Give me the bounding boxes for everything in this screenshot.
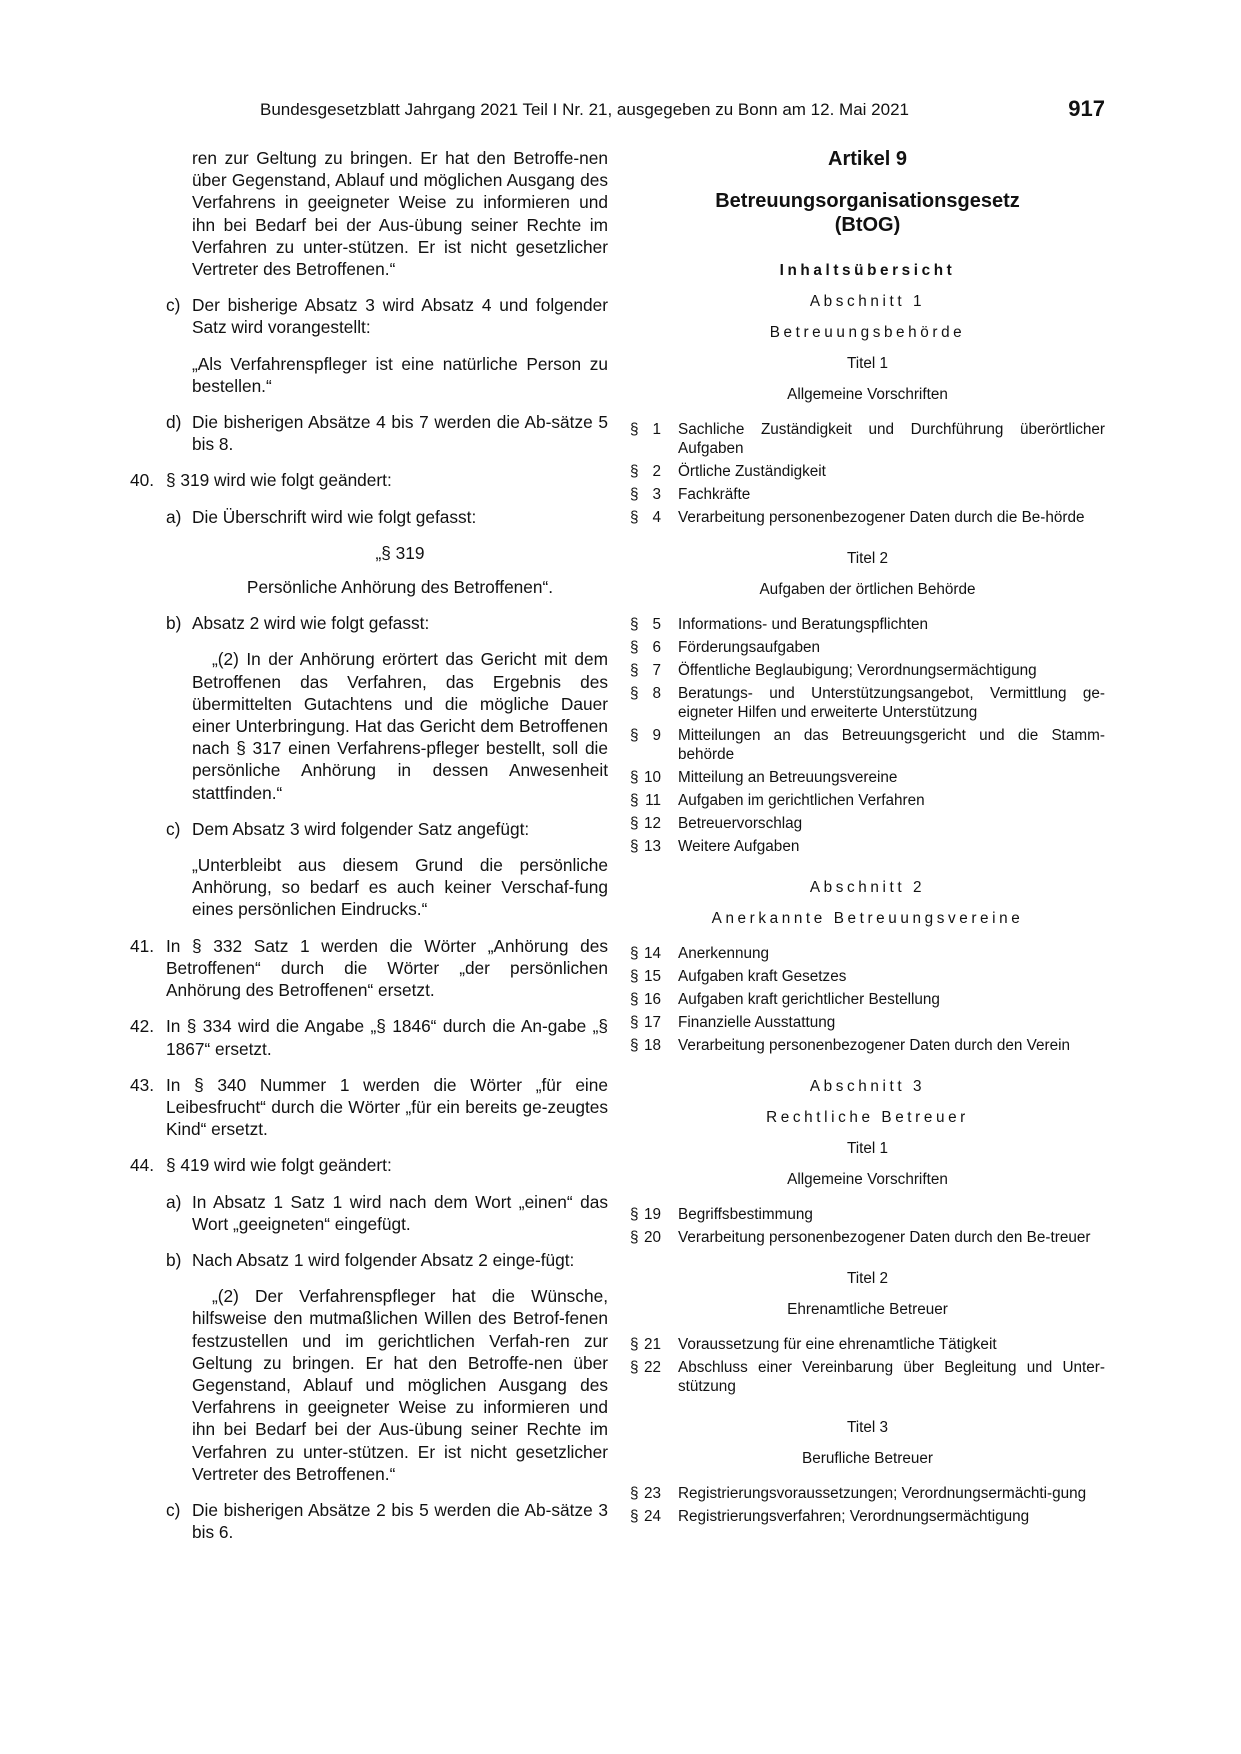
toc-entry-text: Finanzielle Ausstattung [678, 1014, 836, 1031]
toc-entry [630, 485, 1105, 504]
toc-entry-text: Sachliche Zuständigkeit und Durchführung überörtlicher Aufgaben [678, 421, 1105, 457]
toc-entry-text: Verarbeitung personenbezogener Daten durch den Be-treuer [678, 1229, 1091, 1246]
list-item [130, 935, 608, 1002]
paragraph-sign: § [630, 685, 639, 702]
item-number: 40. [130, 470, 155, 491]
list-item [130, 294, 608, 338]
toc-entry-text: Mitteilungen an das Betreuungsgericht und die Stamm-behörde [678, 727, 1105, 763]
paragraph-sign: § [630, 792, 639, 809]
toc-list [630, 420, 1105, 527]
list-item [130, 411, 608, 455]
toc-entry-text: Verarbeitung personenbezogener Daten durch die Be-hörde [678, 509, 1085, 526]
list-item [130, 818, 608, 840]
toc-list [630, 1484, 1105, 1526]
quote: „(2) In der Anhörung erörtert das Gericht mit dem Betroffenen das Verfahren, das Ergebnis des übermittelten Gutachtens und die mögliche Dauer einer Unterbringung. Hat das Gericht dem Betroffenen nach § 317 einen Verfahrens-pfleger bestellt, soll die persönliche Anhörung in dessen Anwesenheit stattfinden.“ [192, 649, 608, 803]
toc-entry [630, 508, 1105, 527]
toc-heading: Inhaltsübersicht [779, 262, 956, 279]
paragraph-sign: § [630, 991, 639, 1008]
item-text: § 419 wird wie folgt geändert: [166, 1155, 392, 1176]
item-label: b) [166, 1249, 182, 1270]
item-number: 44. [130, 1155, 155, 1176]
quote: „(2) Der Verfahrenspfleger hat die Wünsche, hilfsweise den mutmaßlichen Willen des Betrof-fenen festzustellen und im gerichtlichen Verfah-ren zur Geltung zu bringen. Er hat den Betroffe-nen über Gegenstand, Ablauf und möglichen Ausgang des Verfahrens in geeigneter Weise zu informieren und ihn bei Bedarf bei der Aus-übung seiner Rechte im Verfahren zu unter-stützen. Er ist nicht gesetzlicher Vertreter des Betroffenen.“ [192, 1286, 608, 1484]
list-item [130, 1499, 608, 1543]
section-number: 14 [643, 945, 661, 962]
section-number: 1 [652, 421, 661, 438]
item-text: Nach Absatz 1 wird folgender Absatz 2 einge-fügt: [192, 1249, 575, 1270]
right-column [630, 147, 1105, 1530]
quote: „Als Verfahrenspfleger ist eine natürliche Person zu bestellen.“ [192, 353, 608, 396]
list-item [130, 506, 608, 528]
toc-list [630, 1335, 1105, 1396]
item-text: Dem Absatz 3 wird folgender Satz angefügt: [192, 818, 530, 839]
item-number: 43. [130, 1074, 155, 1095]
section-number: 15 [643, 968, 661, 985]
toc-entry [630, 726, 1105, 764]
toc-entry-text: Begriffsbestimmung [678, 1206, 813, 1223]
paragraph: ren zur Geltung zu bringen. Er hat den Betroffe-nen über Gegenstand, Ablauf und möglichen Ausgang des Verfahrens in geeigneter Weise zu informieren und ihn bei Bedarf bei der Aus-übung seiner Rechte im Verfahren zu unter-stützen. Er ist nicht gesetzlicher Vertreter des Betroffenen.“ [192, 148, 608, 280]
quote-heading: Persönliche Anhörung des Betroffenen“. [246, 577, 554, 598]
quote: „Unterbleibt aus diesem Grund die persönliche Anhörung, so bedarf es auch keiner Verschaf-fung eines persönlichen Eindrucks.“ [192, 855, 608, 920]
paragraph-sign: § [630, 1206, 639, 1223]
quote-heading: „§ 319 [375, 542, 425, 563]
list-item [130, 1249, 608, 1271]
paragraph-sign: § [630, 1485, 639, 1502]
paragraph-sign: § [630, 727, 639, 744]
toc-entry [630, 1228, 1105, 1247]
item-text: In § 340 Nummer 1 werden die Wörter „für eine Leibesfrucht“ durch die Wörter „für ein bereits ge-zeugtes Kind“ ersetzt. [166, 1074, 608, 1140]
section-number: 9 [652, 727, 661, 744]
section-title: Betreuungsbehörde [769, 324, 966, 341]
item-label: b) [166, 613, 182, 634]
list-item [130, 1154, 608, 1176]
title-heading: Titel 2 [846, 550, 889, 567]
left-column [130, 147, 608, 1543]
title-name: Aufgaben der örtlichen Behörde [759, 581, 976, 598]
paragraph-sign: § [630, 616, 639, 633]
toc-entry [630, 615, 1105, 634]
section-heading: Abschnitt 2 [809, 879, 926, 896]
list-item [130, 612, 608, 634]
toc-entry-text: Informations- und Beratungspflichten [678, 616, 928, 633]
section-number: 4 [652, 509, 661, 526]
toc-entry [630, 661, 1105, 680]
section-number: 3 [652, 486, 661, 503]
toc-entry [630, 1205, 1105, 1224]
section-number: 5 [652, 616, 661, 633]
section-title: Anerkannte Betreuungsvereine [711, 910, 1024, 927]
title-heading: Titel 1 [846, 355, 889, 372]
section-number: 2 [652, 463, 661, 480]
section-number: 10 [643, 769, 661, 786]
toc-entry [630, 990, 1105, 1009]
toc-entry [630, 638, 1105, 657]
item-text: § 319 wird wie folgt geändert: [166, 470, 392, 491]
paragraph-sign: § [630, 486, 639, 503]
paragraph-sign: § [630, 1037, 639, 1054]
page-number: 917 [1068, 96, 1105, 121]
toc-entry-text: Weitere Aufgaben [678, 838, 800, 855]
toc-entry-text: Aufgaben kraft gerichtlicher Bestellung [678, 991, 940, 1008]
paragraph-sign: § [630, 968, 639, 985]
toc-entry [630, 1358, 1105, 1396]
paragraph-sign: § [630, 421, 639, 438]
toc-entry [630, 837, 1105, 856]
section-number: 6 [652, 639, 661, 656]
toc-entry-text: Öffentliche Beglaubigung; Verordnungsermächtigung [678, 662, 1037, 679]
section-heading: Abschnitt 1 [809, 293, 926, 310]
item-text: In § 332 Satz 1 werden die Wörter „Anhörung des Betroffenen“ durch die Wörter „der persönlichen Anhörung des Betroffenen“ ersetzt. [166, 935, 608, 1001]
paragraph-sign: § [630, 639, 639, 656]
section-number: 17 [643, 1014, 661, 1031]
toc-list [630, 615, 1105, 856]
item-text: Die bisherigen Absätze 4 bis 7 werden die Ab-sätze 5 bis 8. [192, 412, 608, 455]
section-heading: Abschnitt 3 [809, 1078, 926, 1095]
paragraph-sign: § [630, 769, 639, 786]
title-name: Allgemeine Vorschriften [787, 386, 948, 403]
section-number: 12 [643, 815, 661, 832]
title-heading: Titel 2 [846, 1270, 889, 1287]
item-label: d) [166, 412, 182, 433]
title-heading: Titel 1 [846, 1140, 889, 1157]
paragraph-sign: § [630, 463, 639, 480]
item-label: a) [166, 1191, 182, 1212]
toc-entry [630, 967, 1105, 986]
section-title: Rechtliche Betreuer [766, 1109, 969, 1126]
toc-entry [630, 1036, 1105, 1055]
title-name: Berufliche Betreuer [802, 1450, 933, 1467]
list-item [130, 469, 608, 491]
list-item [130, 1191, 608, 1235]
paragraph-sign: § [630, 1229, 639, 1246]
toc-entry-text: Förderungsaufgaben [678, 639, 821, 656]
paragraph-sign: § [630, 1014, 639, 1031]
item-label: c) [166, 295, 181, 316]
toc-entry-text: Beratungs- und Unterstützungsangebot, Vermittlung ge-eigneter Hilfen und erweiterte Unterstützung [678, 685, 1105, 721]
law-abbreviation: (BtOG) [834, 214, 901, 236]
section-number: 11 [645, 792, 661, 809]
paragraph-sign: § [630, 838, 639, 855]
paragraph-sign: § [630, 945, 639, 962]
section-number: 19 [643, 1206, 661, 1223]
toc-entry-text: Registrierungsvoraussetzungen; Verordnungsermächti-gung [678, 1485, 1087, 1502]
paragraph-sign: § [630, 1359, 639, 1376]
toc-entry [630, 944, 1105, 963]
toc-entry [630, 420, 1105, 458]
toc-entry-text: Fachkräfte [678, 486, 751, 503]
paragraph-sign: § [630, 815, 639, 832]
item-label: c) [166, 818, 181, 839]
toc-entry-text: Betreuervorschlag [678, 815, 803, 832]
section-number: 7 [652, 662, 661, 679]
toc-entry [630, 684, 1105, 722]
toc-list [630, 1205, 1105, 1247]
item-text: In Absatz 1 Satz 1 wird nach dem Wort „einen“ das Wort „geeigneten“ eingefügt. [192, 1191, 608, 1234]
paragraph-sign: § [630, 662, 639, 679]
item-number: 41. [130, 935, 155, 956]
list-item [130, 1074, 608, 1141]
paragraph-sign: § [630, 1508, 639, 1525]
toc-entry [630, 462, 1105, 481]
item-text: Absatz 2 wird wie folgt gefasst: [192, 613, 430, 634]
law-title: Betreuungsorganisationsgesetz [715, 190, 1020, 212]
toc-entry-text: Registrierungsverfahren; Verordnungsermächtigung [678, 1508, 1030, 1525]
item-label: a) [166, 506, 182, 527]
title-name: Allgemeine Vorschriften [787, 1171, 948, 1188]
page-header [260, 96, 1105, 124]
title-name: Ehrenamtliche Betreuer [787, 1301, 948, 1318]
section-number: 22 [643, 1359, 661, 1376]
toc-entry [630, 1484, 1105, 1503]
toc-entry [630, 791, 1105, 810]
toc-entry [630, 1507, 1105, 1526]
toc-entry-text: Örtliche Zuständigkeit [678, 463, 826, 480]
header-title: Bundesgesetzblatt Jahrgang 2021 Teil I Nr. 21, ausgegeben zu Bonn am 12. Mai 2021 [260, 100, 909, 119]
paragraph-sign: § [630, 509, 639, 526]
toc-entry-text: Aufgaben kraft Gesetzes [678, 968, 847, 985]
section-number: 24 [643, 1508, 661, 1525]
article-heading: Artikel 9 [828, 148, 907, 170]
toc-entry-text: Anerkennung [678, 945, 770, 962]
item-text: Die bisherigen Absätze 2 bis 5 werden die Ab-sätze 3 bis 6. [192, 1499, 608, 1543]
section-number: 16 [643, 991, 661, 1008]
toc-entry-text: Aufgaben im gerichtlichen Verfahren [678, 792, 925, 809]
item-text: Die Überschrift wird wie folgt gefasst: [192, 506, 477, 527]
toc-entry-text: Voraussetzung für eine ehrenamtliche Tätigkeit [678, 1336, 997, 1353]
toc-entry-text: Mitteilung an Betreuungsvereine [678, 769, 898, 786]
section-number: 18 [643, 1037, 661, 1054]
section-number: 23 [643, 1485, 661, 1502]
section-number: 20 [643, 1229, 661, 1246]
item-number: 42. [130, 1016, 155, 1037]
section-number: 21 [643, 1336, 661, 1353]
item-text: In § 334 wird die Angabe „§ 1846“ durch die An-gabe „§ 1867“ ersetzt. [166, 1016, 608, 1059]
item-text: Der bisherige Absatz 3 wird Absatz 4 und folgender Satz wird vorangestellt: [192, 295, 608, 338]
section-number: 8 [652, 685, 661, 702]
toc-entry-text: Abschluss einer Vereinbarung über Begleitung und Unter-stützung [678, 1359, 1105, 1395]
item-label: c) [166, 1499, 181, 1520]
toc-entry [630, 768, 1105, 787]
toc-entry [630, 1335, 1105, 1354]
section-number: 13 [643, 838, 661, 855]
paragraph-sign: § [630, 1336, 639, 1353]
title-heading: Titel 3 [846, 1419, 889, 1436]
toc-list [630, 944, 1105, 1055]
toc-entry [630, 814, 1105, 833]
toc-entry-text: Verarbeitung personenbezogener Daten durch den Verein [678, 1037, 1071, 1054]
toc-entry [630, 1013, 1105, 1032]
list-item [130, 1015, 608, 1059]
